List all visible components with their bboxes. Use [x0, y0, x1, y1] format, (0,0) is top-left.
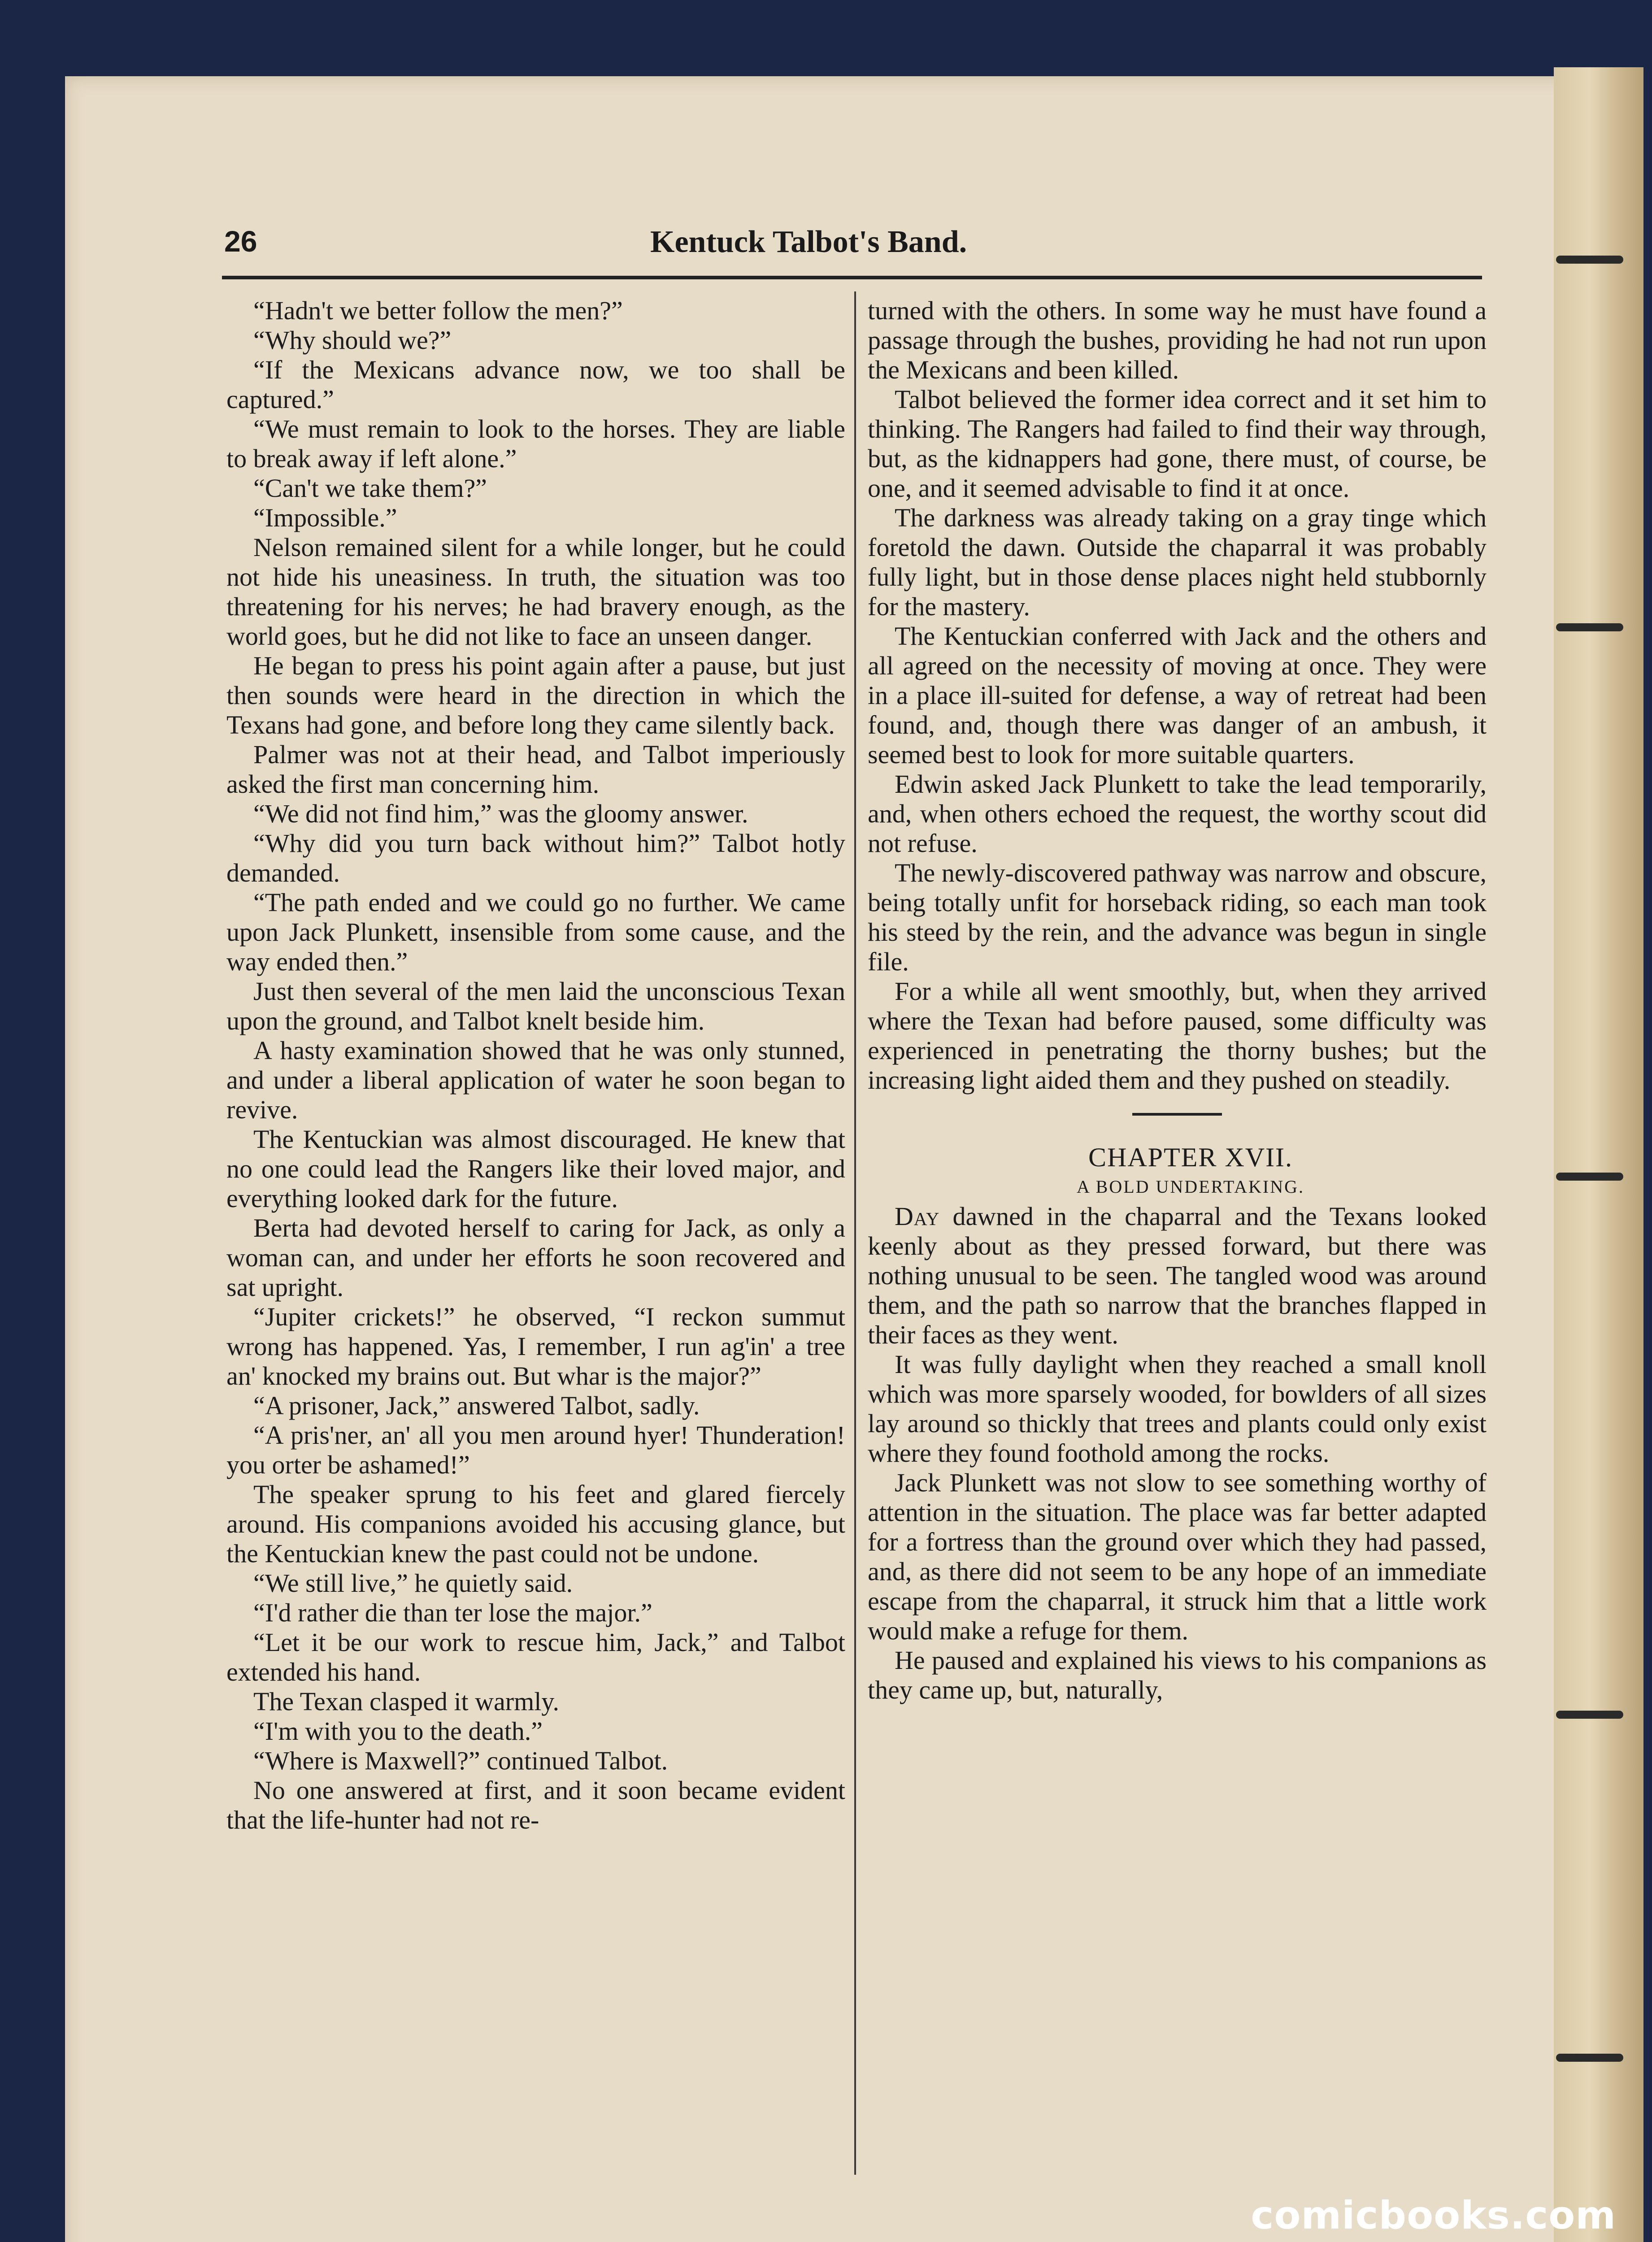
paragraph: The speaker sprung to his feet and glared fiercely around. His companions avoided his accusing glance, but the Kentuckian knew the past could not be undone.: [226, 1480, 845, 1568]
paragraph: A hasty examination showed that he was only stunned, and under a liberal application of water he soon began to revive.: [226, 1036, 845, 1124]
page-number: 26: [224, 225, 257, 258]
paragraph: turned with the others. In some way he must have found a passage through the bushes, providing he had not run upon the Mexicans and been killed.: [868, 296, 1487, 384]
chapter-lead-word: Day: [895, 1202, 940, 1231]
paragraph-text: dawned in the chaparral and the Texans looked keenly about as they pressed forward, but there was nothing unusual to be seen. The tangled wood was around them, and the path so narrow that the branches flapped in their faces as they went.: [868, 1202, 1487, 1349]
chapter-divider: [1132, 1113, 1222, 1116]
paragraph: He paused and explained his views to his companions as they came up, but, naturally,: [868, 1646, 1487, 1704]
running-title: Kentuck Talbot's Band.: [650, 225, 967, 259]
right-column: [868, 296, 1487, 1705]
paragraph: “We did not find him,” was the gloomy answer.: [253, 799, 748, 828]
chapter-subtitle: A BOLD UNDERTAKING.: [1076, 1177, 1305, 1197]
chapter-title: CHAPTER XVII.: [1088, 1143, 1293, 1172]
page-edge: [1554, 67, 1643, 2242]
paragraph: Jack Plunkett was not slow to see something worthy of attention in the situation. The place was far better adapted for a fortress than the ground over which they had passed, and, as there did not seem to be any hope of an immediate escape from the chaparral, it struck him that a little work would make a refuge for them.: [868, 1468, 1487, 1645]
paragraph: “Where is Maxwell?” continued Talbot.: [253, 1746, 668, 1775]
paragraph: Just then several of the men laid the unconscious Texan upon the ground, and Talbot knelt beside him.: [226, 977, 845, 1035]
paragraph: Talbot believed the former idea correct and it set him to thinking. The Rangers had failed to find their way through, but, as the kidnappers had gone, there must, of course, be one, and it seemed advisable to find it at once.: [868, 385, 1487, 503]
column-divider: [854, 291, 856, 2175]
running-head: [224, 224, 1480, 274]
paragraph: Berta had devoted herself to caring for Jack, as only a woman can, and under her efforts he soon recovered and sat upright.: [226, 1213, 845, 1302]
paragraph: “A pris'ner, an' all you men around hyer! Thunderation! you orter be ashamed!”: [226, 1421, 845, 1479]
binding-stitch: [1556, 1173, 1623, 1181]
paragraph: “We must remain to look to the horses. They are liable to break away if left alone.”: [226, 414, 845, 473]
paragraph: “Can't we take them?”: [253, 474, 487, 503]
paragraph: Edwin asked Jack Plunkett to take the lead temporarily, and, when others echoed the request, the worthy scout did not refuse.: [868, 769, 1487, 858]
paragraph: Palmer was not at their head, and Talbot imperiously asked the first man concerning him.: [226, 740, 845, 799]
paragraph: “If the Mexicans advance now, we too shall be captured.”: [226, 355, 845, 414]
paragraph: The newly-discovered pathway was narrow and obscure, being totally unfit for horseback riding, so each man took his steed by the rein, and the advance was begun in single file.: [868, 858, 1487, 976]
paragraph: No one answered at first, and it soon became evident that the life-hunter had not re-: [226, 1776, 845, 1834]
paragraph: It was fully daylight when they reached a small knoll which was more sparsely wooded, for bowlders of all sizes lay around so thickly that trees and plants could only exist where they found foothold among the rocks.: [868, 1350, 1487, 1468]
paragraph: “We still live,” he quietly said.: [253, 1569, 573, 1598]
paragraph: “I'm with you to the death.”: [253, 1716, 543, 1746]
binding-stitch: [1556, 256, 1623, 264]
header-rule: [222, 276, 1482, 279]
paragraph: [868, 1202, 1487, 1350]
binding-stitch: [1556, 1711, 1623, 1719]
binding-stitch: [1556, 623, 1623, 631]
paragraph: “Why did you turn back without him?” Talbot hotly demanded.: [226, 829, 845, 887]
paragraph: “Why should we?”: [253, 326, 452, 355]
paragraph: “A prisoner, Jack,” answered Talbot, sadly.: [253, 1391, 700, 1420]
paragraph: “Jupiter crickets!” he observed, “I reckon summut wrong has happened. Yas, I remember, I run ag'in' a tree an' knocked my brains out. But whar is the major?”: [226, 1302, 845, 1390]
left-column: [226, 296, 845, 1835]
paragraph: The Kentuckian was almost discouraged. He knew that no one could lead the Rangers like their loved major, and everything looked dark for the future.: [226, 1125, 845, 1213]
paragraph: “Impossible.”: [253, 503, 397, 532]
paragraph: The Texan clasped it warmly.: [253, 1687, 560, 1716]
paragraph: Nelson remained silent for a while longer, but he could not hide his uneasiness. In truth, the situation was too threatening for his nerves; he had bravery enough, as the world goes, but he did not like to face an unseen danger.: [226, 533, 845, 651]
paragraph: “Let it be our work to rescue him, Jack,” and Talbot extended his hand.: [226, 1628, 845, 1686]
paragraph: He began to press his point again after a pause, but just then sounds were heard in the direction in which the Texans had gone, and before long they came silently back.: [226, 651, 845, 739]
paragraph: “The path ended and we could go no further. We came upon Jack Plunkett, insensible from some cause, and the way ended then.”: [226, 888, 845, 976]
paragraph: For a while all went smoothly, but, when they arrived where the Texan had before paused, some difficulty was experienced in penetrating the thorny bushes; but the increasing light aided them and they pushed on steadily.: [868, 977, 1487, 1095]
watermark: comicbooks.com: [1251, 2193, 1616, 2238]
paragraph: The Kentuckian conferred with Jack and the others and all agreed on the necessity of moving at once. They were in a place ill-suited for defense, a way of retreat had been found, and, though there was danger of an ambush, it seemed best to look for more suitable quarters.: [868, 621, 1487, 769]
paragraph: “I'd rather die than ter lose the major.”: [253, 1598, 652, 1627]
paragraph: “Hadn't we better follow the men?”: [253, 296, 623, 325]
binding-stitch: [1556, 2054, 1623, 2062]
paragraph: The darkness was already taking on a gray tinge which foretold the dawn. Outside the chaparral it was probably fully light, but in those dense places night held stubbornly for the mastery.: [868, 503, 1487, 621]
